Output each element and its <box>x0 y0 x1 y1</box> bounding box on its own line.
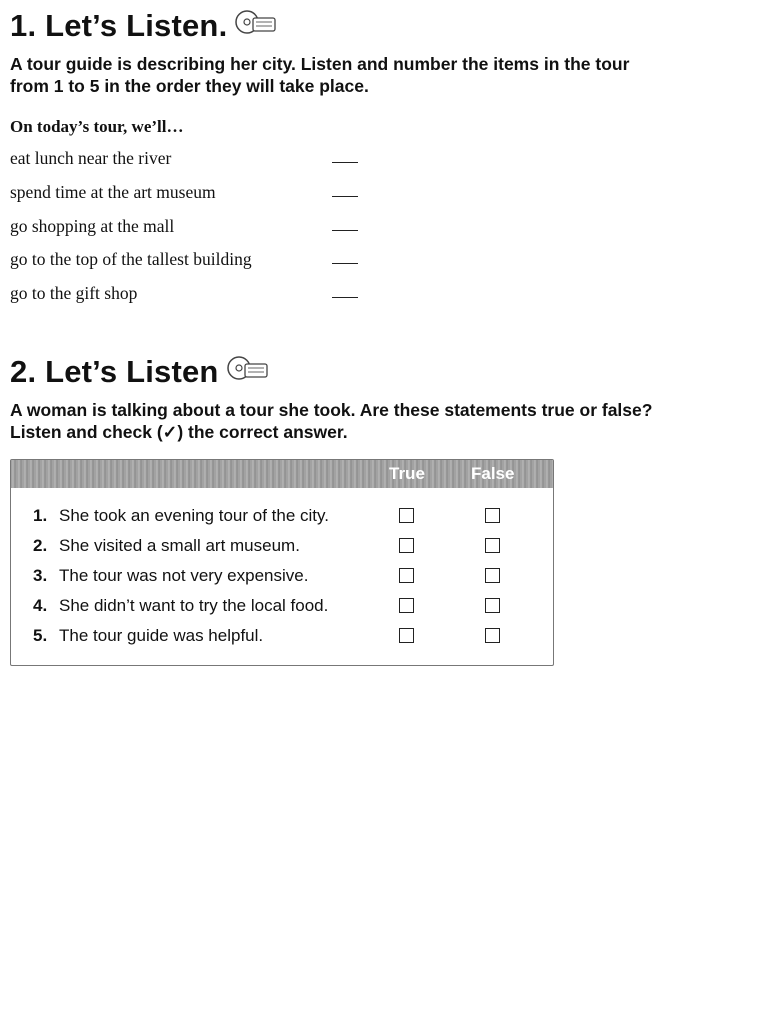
table-row <box>31 626 531 652</box>
true-checkbox[interactable] <box>399 508 414 523</box>
answer-blank[interactable] <box>332 297 358 298</box>
section-2-title-text: 2. Let’s Listen <box>10 353 219 389</box>
true-checkbox[interactable] <box>399 598 414 613</box>
true-checkbox[interactable] <box>399 538 414 553</box>
true-false-table <box>10 459 554 666</box>
statement-text: She took an evening tour of the city. <box>59 506 329 525</box>
list-item <box>10 283 370 307</box>
true-checkbox[interactable] <box>399 628 414 643</box>
tour-intro: On today’s tour, we’ll… <box>10 117 184 136</box>
statement-text: She visited a small art museum. <box>59 536 300 555</box>
answer-blank[interactable] <box>332 162 358 163</box>
table-header <box>11 460 553 488</box>
statement-number: 3. <box>33 566 48 585</box>
list-item <box>10 249 370 273</box>
cd-icon <box>225 354 271 389</box>
false-checkbox[interactable] <box>485 568 500 583</box>
statement-number: 2. <box>33 536 48 555</box>
false-checkbox[interactable] <box>485 508 500 523</box>
true-checkbox[interactable] <box>399 568 414 583</box>
table-row <box>31 506 531 532</box>
statement-text: She didn’t want to try the local food. <box>59 596 329 615</box>
table-row <box>31 566 531 592</box>
statement-number: 1. <box>33 506 48 525</box>
answer-blank[interactable] <box>332 230 358 231</box>
answer-blank[interactable] <box>332 263 358 264</box>
section-2-instructions <box>10 399 760 443</box>
tour-item-text: go shopping at the mall <box>10 216 175 236</box>
section-1-title-text: 1. Let’s Listen. <box>10 7 228 43</box>
statement-text: The tour was not very expensive. <box>59 566 309 585</box>
list-item <box>10 148 370 172</box>
table-row <box>31 596 531 622</box>
statement-number: 5. <box>33 626 48 645</box>
section-1-title <box>10 8 750 43</box>
false-checkbox[interactable] <box>485 598 500 613</box>
section-1-instruction-line-2: from 1 to 5 in the order they will take place. <box>10 76 369 96</box>
list-item <box>10 216 370 240</box>
section-2 <box>10 354 750 389</box>
tour-item-text: eat lunch near the river <box>10 148 172 168</box>
section-2-title <box>10 354 750 389</box>
answer-blank[interactable] <box>332 196 358 197</box>
section-1-instruction-line-1: A tour guide is describing her city. Listen and number the items in the tour <box>10 54 630 74</box>
false-checkbox[interactable] <box>485 538 500 553</box>
section-2-instruction-line-2: Listen and check (✓) the correct answer. <box>10 422 348 442</box>
tour-item-text: go to the top of the tallest building <box>10 249 252 269</box>
section-2-instruction-line-1: A woman is talking about a tour she took. Are these statements true or false? <box>10 400 653 420</box>
section-1 <box>10 8 750 43</box>
cd-icon <box>233 8 279 43</box>
statement-text: The tour guide was helpful. <box>59 626 264 645</box>
tour-item-text: spend time at the art museum <box>10 182 216 202</box>
tour-item-text: go to the gift shop <box>10 283 138 303</box>
column-header-true: True <box>389 464 425 483</box>
list-item <box>10 182 370 206</box>
tour-items-list <box>10 148 380 318</box>
column-header-false: False <box>471 464 515 483</box>
statement-number: 4. <box>33 596 48 615</box>
section-1-instructions <box>10 53 760 97</box>
false-checkbox[interactable] <box>485 628 500 643</box>
table-row <box>31 536 531 562</box>
